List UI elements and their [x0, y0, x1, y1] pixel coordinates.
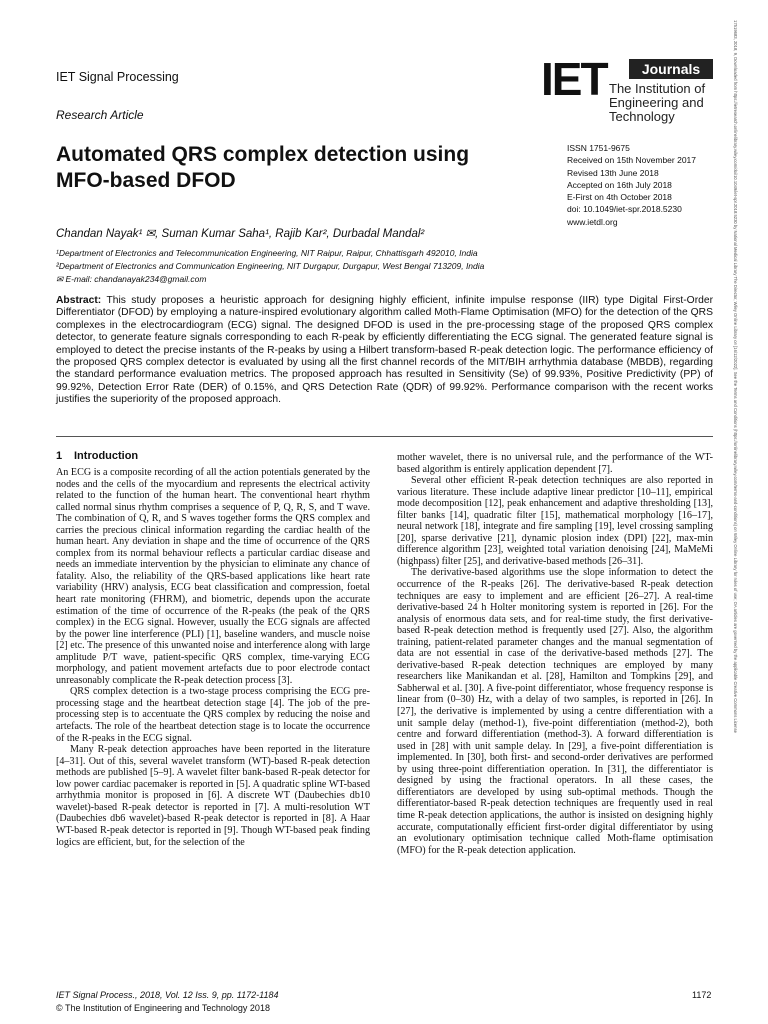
paragraph: Many R-peak detection approaches have been reported in the literature [4–31]. Out of this, several wavelet transform (WT)-based R-peak detection methods are published [5–9]. A wavelet filter bank-based R-peak detector for low power cardiac pacemaker is reported in [5]. A quadratic spline WT-based arrhythmia monitor is proposed in [6]. A discrete WT (Daubechies db10 wavelet)-based R-peak detector is reported in [7]. A multi-resolution WT (Daubechies db6 wavelet)-based R-peak detector is reported in [8]. A Haar WT-based R-peak detector is reported in [9]. Though WT-based peak finding logics are efficient, but, for the selection of the	[56, 744, 370, 848]
divider	[56, 436, 713, 437]
paragraph: The derivative-based algorithms use the slope information to detect the occurrence of the R-peaks [26]. The derivative-based R-peak detection techniques are easy to implement and are efficient [26–27]. A real-time derivative-based 24 h Holter monitoring system is reported in [26]. For the analysis of enormous data sets, and for real-time study, the first derivative-based R-peak detection method is frequently used [27]. Also, the algorithm training, patient-related parameter changes and the manual segmentation of data are not essential in case of the derivative-based methods [27]. The derivative-based R-peak detection techniques are employed by many researchers like Manikandan et al. [28], Hamilton and Tompkins [29], and Sabherwal et al. [30]. A five-point differentiator, whose frequency response is linear from (0–30) Hz, with a delay of two samples, is reported in [26]. In [27], the derivative is implemented by using a centre differentiation with a unit sample delay (method-1), five-point differentiation (method-2), both centre and forward differentiation (method-3). A forward differentiation is used in [28] with unit sample delay. In [29], a five-point differentiation is implemented. In [30], both first- and second-order derivatives are performed by using three-point differentiation operation. In [31], the differentiator is designed by using the fractional operators. In all these cases, the differentiators are developed by using sub-optimal methods. Though the differentiator-based R-peak detection techniques are frequently used in real time R-peak detection applications, the author is insisted on designing highly accurate, computationally efficient first-order digital differentiator by using an evolutionary optimisation technique called Moth-flame optimisation (MFO) for the R-peak detection application.	[397, 567, 713, 856]
affiliations	[56, 247, 696, 286]
article-meta	[567, 142, 696, 228]
abstract-label: Abstract:	[56, 295, 102, 306]
section-heading	[56, 450, 138, 462]
paragraph: QRS complex detection is a two-stage process comprising the ECG pre-processing stage and the heartbeat detection stage [4]. The job of the pre-processing step is to accentuate the QRS complex by reducing the noise and artefacts. The role of the heartbeat detection stage is to locate the occurrence of the R-peaks in the ECG signal.	[56, 686, 370, 744]
paragraph: Several other efficient R-peak detection techniques are also reported in various literature. These include adaptive linear predictor [10–11], empirical mode decomposition [12], peak enhancement and adaptive thresholding [13], filter banks [14], quadratic filter [15], mathematical morphology [16–17], neural network [18], integrate and fire sampling [19], level crossing sampling [20], sparse derivative [21], dynamic plosion index (DPI) [22], max-min difference algorithm [23], weighted total variation denoising [24], MaMeMi (highpass) filter [25], and derivative-based methods [26–31].	[397, 475, 713, 567]
journal-name: IET Signal Processing	[56, 70, 179, 84]
revised-date: Revised 13th June 2018	[567, 167, 659, 178]
paragraph: An ECG is a composite recording of all the action potentials generated by the nodes and the cells of the myocardium and represents the electrical activity related to the function of the human heart. The conventional heart rhythm called normal sinus rhythm comprises a sequence of P, Q, R, S, and T wave. The combination of Q, R, and S waves together forms the QRS complex and carries the precious clinical information regarding the cardiac health of the human heart. Any deviation in shape and the time of occurrence of the QRS complex from its normal behaviour reflects a particular cardiac disease and needs an immediate intervention by the physician to eliminate any chance of fatality. Also, the reliability of the QRS-based applications like heart rate variability (HRV) analysis, ECG beat classification and compression, foetal heart rate monitoring (FHRM), and biometric, depends upon the accurate estimation of the time of occurrence of the R-peaks (the peak of the QRS complex) in the ECG signal. However, usually the ECG signals are affected by the power line interference (PLI) [1], baseline wanders, and muscle noise [2] etc. The presence of this unwanted noise and interference along with large amplitude P/T wave, patient-specific QRS complex, time-varying ECG morphology, and patient movement artefacts due to poor electrode contact unreasonably complicate the R-peak detection process [3].	[56, 467, 370, 686]
body-column-1	[56, 467, 370, 848]
logo-institution	[609, 82, 713, 124]
author-email[interactable]: ✉ E-mail: chandanayak234@gmail.com	[56, 274, 207, 284]
logo-mark: IET	[541, 53, 607, 105]
accepted-date: Accepted on 16th July 2018	[567, 179, 672, 190]
issn: ISSN 1751-9675	[567, 143, 630, 153]
affiliation-2: ²Department of Electronics and Communication Engineering, NIT Durgapur, Durgapur, West Bengal 713209, India	[56, 261, 485, 271]
page-number: 1172	[692, 990, 712, 1000]
logo-line-2: Engineering and Technology	[609, 95, 704, 124]
efirst-date: E-First on 4th October 2018	[567, 192, 672, 203]
side-download-note	[728, 20, 748, 1000]
footer-citation-text: IET Signal Process., 2018, Vol. 12 Iss. 9, pp. 1172-1184	[56, 990, 279, 1000]
section-title: Introduction	[74, 450, 139, 462]
footer-citation	[56, 990, 278, 1000]
paragraph: mother wavelet, there is no universal rule, and the performance of the WT-based algorithm is entirely application dependent [7].	[397, 452, 713, 475]
footer-copyright: © The Institution of Engineering and Technology 2018	[56, 1003, 270, 1013]
section-number: 1	[56, 450, 63, 462]
received-date: Received on 15th November 2017	[567, 155, 696, 166]
logo-line-1: The Institution of	[609, 81, 706, 96]
website[interactable]: www.ietdl.org	[567, 216, 618, 227]
side-note-text: 17519683, 2018, 9, Downloaded from https://ietresearch.onlinelibrary.wiley.com/doi/10.1049/iet-spr.2018.5230 by National Medical Library The Director, Wiley Online Library on [16/12/2022]. See the Terms and Conditions (https://onlinelibrary.wiley.com/terms-and-conditions) on Wiley Online Library for rules of use; OA articles are governed by the applicable Creative Commons License	[733, 20, 738, 733]
doi[interactable]: doi: 10.1049/iet-spr.2018.5230	[567, 204, 682, 215]
abstract-text: This study proposes a heuristic approach for designing highly efficient, infinite impulse response (IIR) type Digital First-Order Differentiator (DFOD) by employing a nature-inspired evolutionary algorithm called Moth-Flame Optimisation (MFO) for the detection of the QRS complexes in the electrocardiogram (ECG) signal. The designed DFOD is used in the pre-processing stage of the proposed QRS complex detector, to generate feature signals corresponding to each R-peak by efficiently differentiating the ECG signal. The generated feature signal is employed to detect the precise instants of the R-peaks by using a Hilbert transform-based R-peak detection logic. The performance efficiency of the proposed QRS complex detector is evaluated by using all the first channel records of the MIT/BIH arrhythmia database (MBDB), regarding the standard performance evaluation metrics. The proposed approach has resulted in Sensitivity (Se) of 99.93%, Positive Predictivity (PP) of 99.92%, Detection Error Rate (DER) of 0.15%, and QRS Detection Rate (QDR) of 99.92%. Performance comparison with the recent works justifies the superiority of the proposed approach.	[56, 295, 713, 406]
paper-title: Automated QRS complex detection using MFO-based DFOD	[56, 143, 470, 192]
authors: Chandan Nayak¹ ✉, Suman Kumar Saha¹, Rajib Kar², Durbadal Mandal²	[56, 228, 425, 240]
logo-badge: Journals	[629, 59, 713, 79]
article-type: Research Article	[56, 108, 144, 122]
abstract	[56, 295, 713, 407]
body-column-2	[397, 452, 713, 856]
iet-logo	[541, 53, 713, 124]
affiliation-1: ¹Department of Electronics and Telecommunication Engineering, NIT Raipur, Raipur, Chhattisgarh 492010, India	[56, 248, 478, 258]
